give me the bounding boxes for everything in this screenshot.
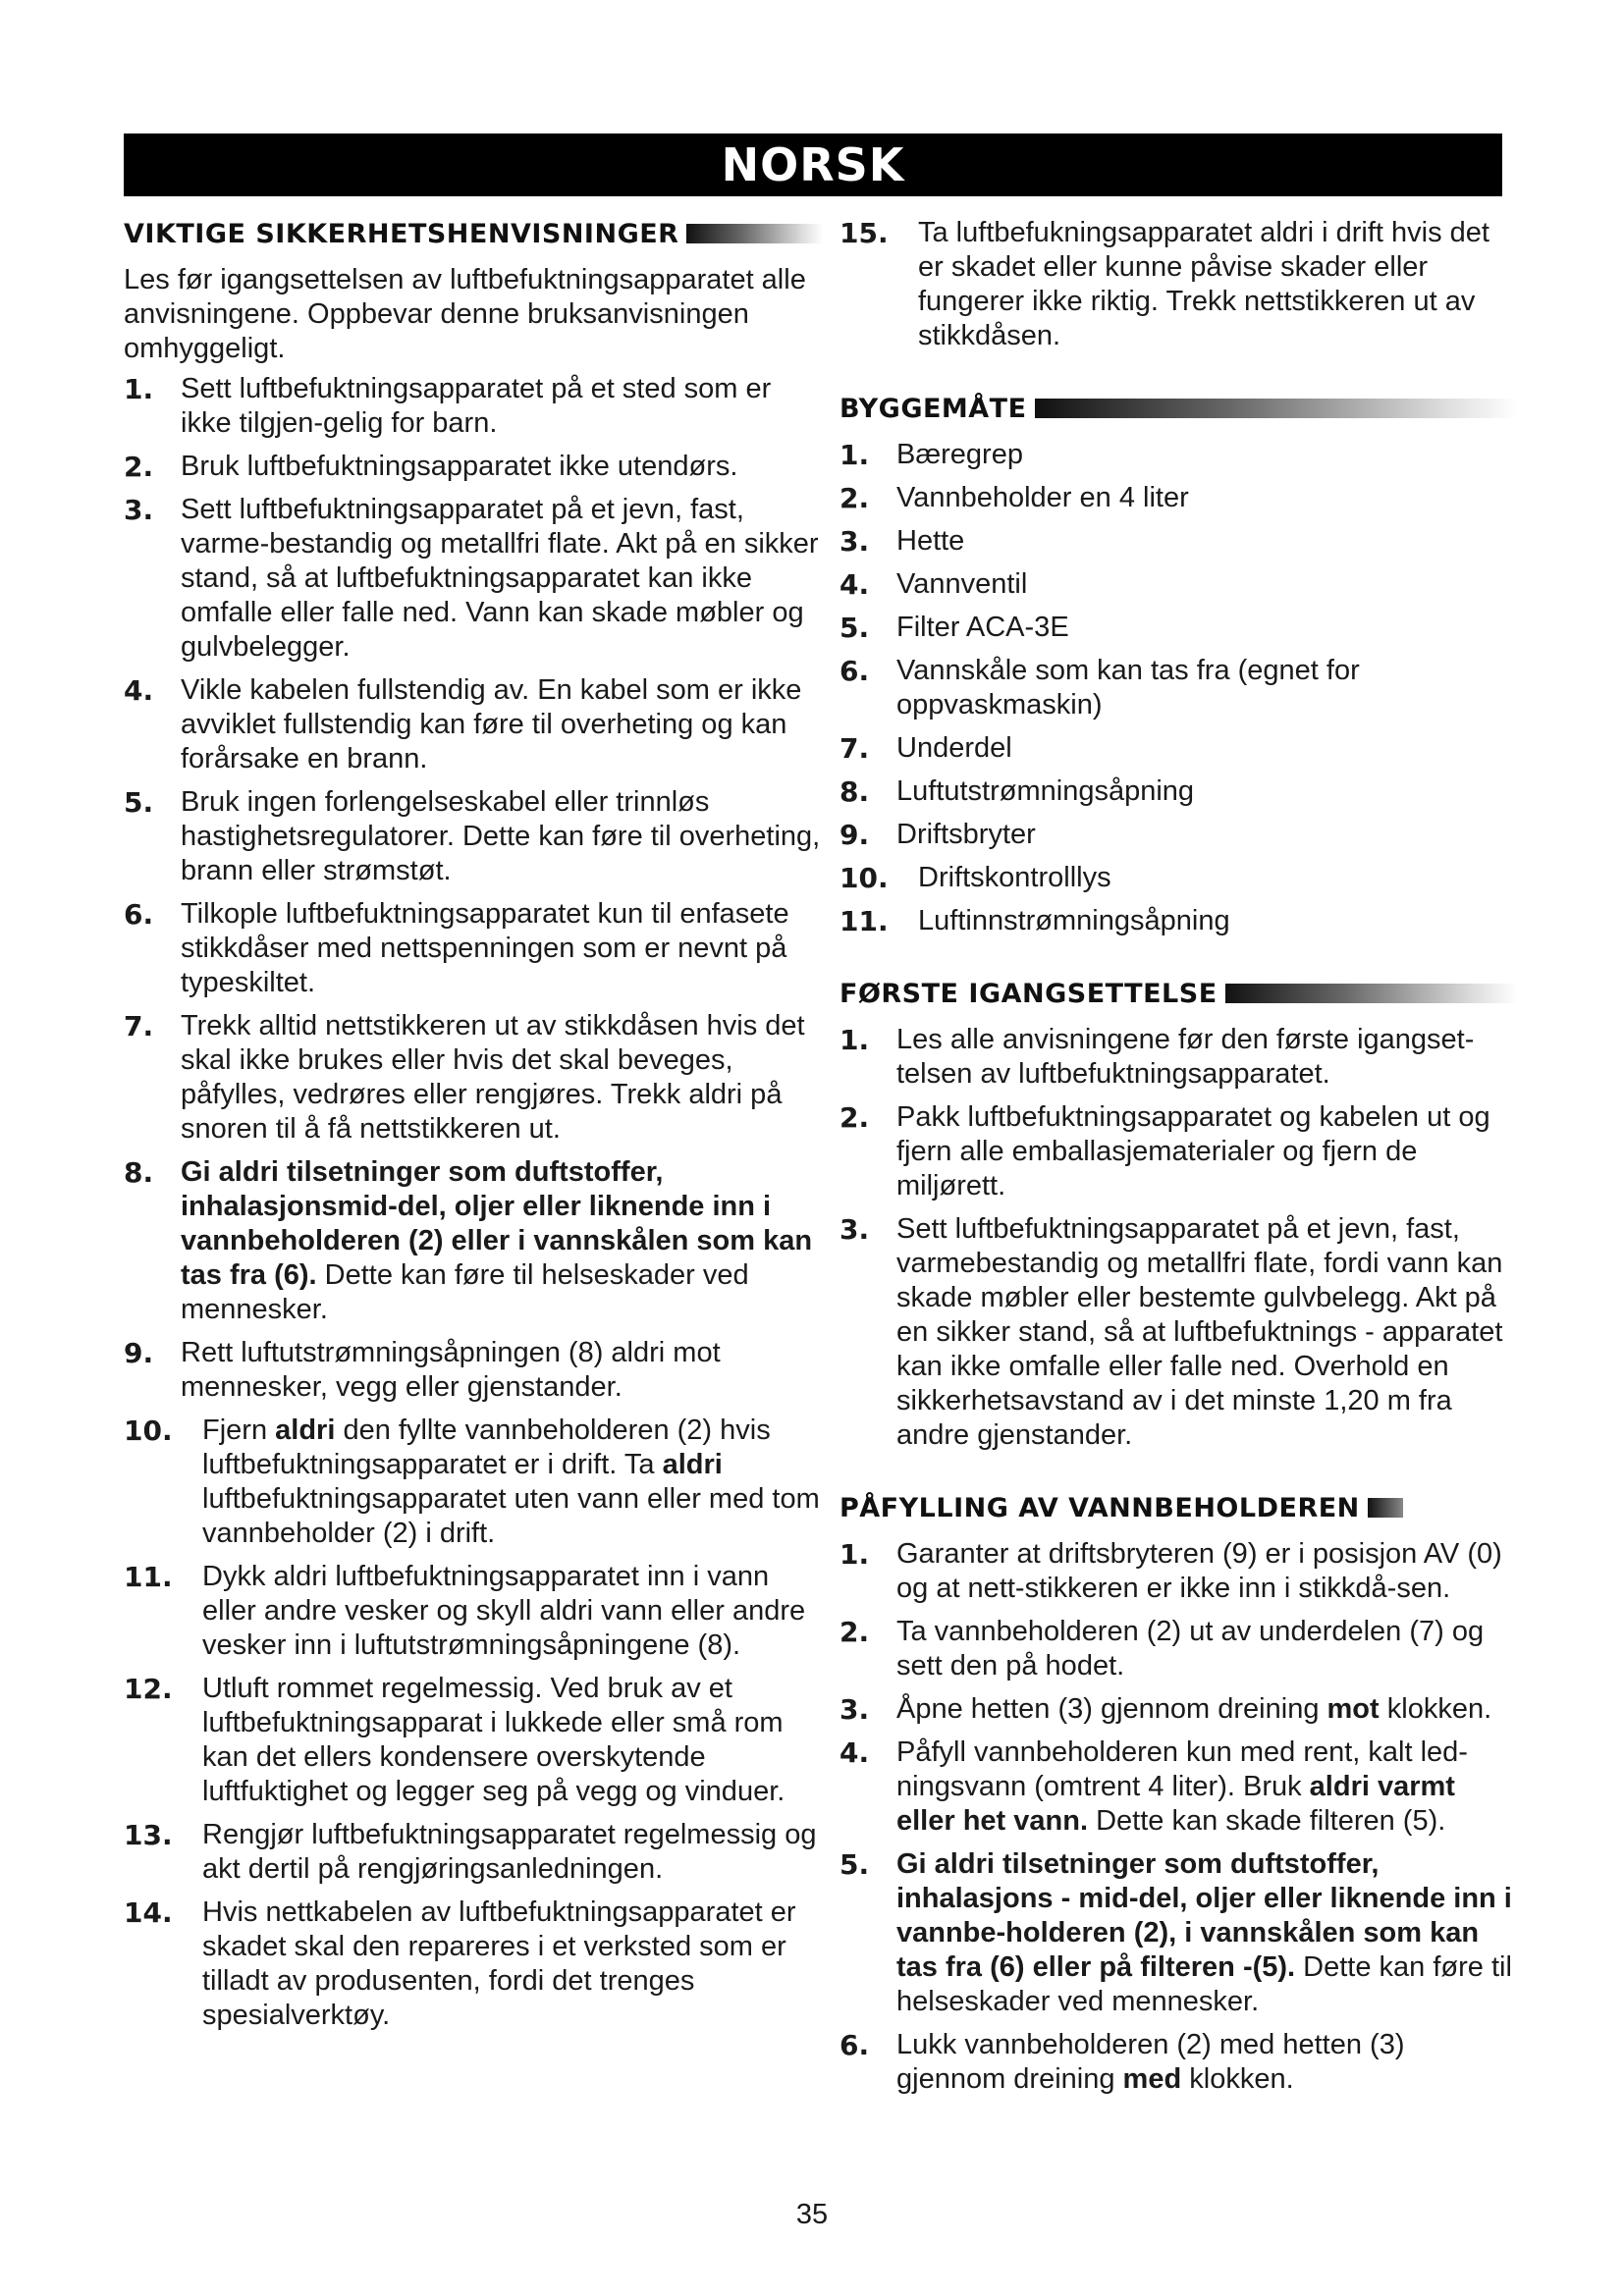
text-run: Trekk alltid nettstikkeren ut av stikkdåsen hvis det skal ikke brukes eller hvis det skal beveges, påfylles, vedrøres eller rengjøres. Trekk aldri på snoren til å få nettstikkeren ut. [181, 1010, 805, 1145]
item-number: 13. [124, 1819, 173, 1851]
text-run: Ta vannbeholderen (2) ut av underdelen (7) og sett den på hodet. [896, 1616, 1485, 1682]
list-item [124, 785, 823, 888]
item-number: 6. [124, 898, 154, 931]
list-item [839, 1100, 1517, 1203]
text-run: Lukk vannbeholderen (2) med hetten (3) gjennom dreining [896, 2029, 1405, 2095]
item-number: 6. [839, 655, 870, 687]
list-item [124, 1818, 823, 1887]
heading-gradient-bar [1035, 399, 1517, 418]
text-run: Åpne hetten (3) gjennom dreining [896, 1693, 1327, 1725]
filling-list [839, 1537, 1517, 2097]
list-item [839, 861, 1517, 895]
emphasized-text: mot [1326, 1693, 1380, 1725]
section-filling [839, 1490, 1517, 2097]
item-number: 10. [839, 862, 889, 894]
text-run: Hvis nettkabelen av luftbefuktningsapparatet er skadet skal den repareres i et verksted som er tilladt av produsenten, fordi det trenges spesialverktøy. [202, 1896, 796, 2031]
text-run: Filter ACA-3E [896, 612, 1069, 643]
text-run: Vannventil [896, 568, 1028, 600]
list-item [839, 438, 1517, 472]
item-text [202, 1561, 805, 1661]
list-item [839, 1537, 1517, 1606]
item-number: 11. [124, 1561, 173, 1593]
text-run: Driftsbryter [896, 819, 1036, 850]
heading-gradient-bar [1225, 984, 1517, 1003]
list-item [839, 2028, 1517, 2097]
list-item [839, 904, 1517, 938]
section-construction [839, 391, 1517, 938]
emphasized-text: Gi aldri tilsetninger som duftstoffer, inhalasjonsmid-del, oljer eller liknende inn i vannbeholderen (2) eller i vannskålen som kan tas fra (6). [181, 1156, 813, 1291]
safety-intro: Les før igangsettelsen av luftbefuktningsapparatet alle anvisningene. Oppbevar denne bruksanvisningen omhyggeligt. [124, 264, 806, 364]
heading-gradient-bar [686, 224, 823, 243]
text-run: Garanter at driftsbryteren (9) er i posisjon AV (0) og at nett-stikkeren er ikke inn i stikkdå-sen. [896, 1538, 1502, 1604]
item-number: 1. [839, 1538, 870, 1571]
list-item [839, 1847, 1517, 2019]
item-text [896, 525, 964, 557]
text-run: Les alle anvisningene før den første igangset-telsen av luftbefuktningsapparatet. [896, 1024, 1475, 1090]
heading-gradient-bar [1368, 1498, 1403, 1518]
list-item [124, 1560, 823, 1663]
emphasized-text: aldri [662, 1449, 723, 1480]
list-item [839, 524, 1517, 559]
text-run: Dette kan skade filteren (5). [1088, 1805, 1446, 1837]
first-use-list [839, 1023, 1517, 1453]
item-text [896, 819, 1036, 850]
list-item [839, 567, 1517, 602]
item-number: 5. [124, 786, 154, 819]
text-run: Sett luftbefuktningsapparatet på et jevn, fast, varmebestandig og metallfri flate, fordi vann kan skade møbler eller bestemte gulvbelegg. Akt på en sikker stand, så at luftbefuktnings - apparatet kan ikke omfalle eller falle ned. Overhold en sikkerhetsavstand av i det minste 1,20 m fra andre gjenstander. [896, 1213, 1503, 1451]
item-text [181, 1010, 805, 1145]
list-item [839, 1023, 1517, 1092]
item-number: 4. [839, 568, 870, 601]
item-text [896, 1736, 1468, 1837]
section-first-use [839, 976, 1517, 1453]
text-run: Påfyll vannbeholderen kun med rent, kalt led-ningsvann (omtrent 4 liter). Bruk [896, 1736, 1468, 1802]
item-number: 1. [839, 1024, 870, 1056]
text-run: Sett luftbefuktningsapparatet på et jevn, fast, varme-bestandig og metallfri flate. Akt på en sikker stand, så at luftbefuktningsapparatet kan ikke omfalle eller falle ned. Vann kan skade møbler og gulvbelegger. [181, 494, 819, 663]
text-run: Sett luftbefuktningsapparatet på et sted som er ikke tilgjen-gelig for barn. [181, 373, 772, 439]
list-item [124, 897, 823, 1000]
list-item [839, 1735, 1517, 1839]
item-text [896, 1024, 1474, 1090]
item-number: 7. [839, 732, 870, 765]
text-run: Dykk aldri luftbefuktningsapparatet inn i vann eller andre vesker og skyll aldri vann eller andre vesker inn i luftutstrømningsåpningene (8). [202, 1561, 806, 1661]
item-text [896, 482, 1189, 513]
list-item [124, 1672, 823, 1809]
item-text [896, 612, 1069, 643]
item-number: 1. [839, 439, 870, 471]
filling-heading-text: PÅFYLLING AV VANNBEHOLDEREN [839, 1492, 1360, 1523]
text-run: Underdel [896, 732, 1012, 764]
item-number: 3. [839, 1213, 870, 1246]
item-number: 5. [839, 1848, 870, 1881]
list-item [124, 1009, 823, 1147]
text-run: Dette kan føre til helseskader ved mennesker. [896, 1951, 1512, 2017]
item-text [202, 1415, 820, 1549]
item-text [181, 1337, 721, 1403]
page-number: 35 [795, 2199, 829, 2230]
list-item [839, 216, 1517, 353]
item-number: 11. [839, 905, 889, 937]
item-text [181, 1156, 812, 1325]
emphasized-text: med [1122, 2063, 1182, 2095]
item-number: 3. [839, 525, 870, 558]
section-heading-safety [124, 216, 823, 251]
list-item [839, 1212, 1517, 1453]
item-text [202, 1896, 796, 2031]
text-run: Vannbeholder en 4 liter [896, 482, 1189, 513]
item-text [896, 2029, 1404, 2095]
list-item [124, 1155, 823, 1327]
item-number: 3. [839, 1693, 870, 1726]
item-text [896, 439, 1023, 470]
item-number: 7. [124, 1010, 154, 1042]
text-run: Tilkople luftbefuktningsapparatet kun til enfasete stikkdåser med nettspenningen som er nevnt på typeskiltet. [181, 898, 789, 998]
item-text [918, 862, 1111, 893]
text-run: Dette kan føre til helseskader ved mennesker. [181, 1259, 749, 1325]
item-number: 6. [839, 2029, 870, 2061]
item-text [896, 732, 1012, 764]
section-heading-first-use [839, 976, 1517, 1011]
item-text [918, 905, 1230, 936]
text-run: Rengjør luftbefuktningsapparatet regelmessig og akt dertil på rengjøringsanledningen. [202, 1819, 817, 1885]
list-item [839, 818, 1517, 852]
item-text [202, 1819, 816, 1885]
item-number: 2. [839, 1101, 870, 1134]
item-text [181, 786, 820, 886]
item-text [181, 494, 819, 663]
list-item [124, 1336, 823, 1405]
emphasized-text: aldri [275, 1415, 336, 1446]
text-run: Ta luftbefukningsapparatet aldri i drift hvis det er skadet eller kunne påvise skader eller fungerer ikke riktig. Trekk nettstikkeren ut av stikkdåsen. [918, 217, 1489, 351]
safety-list [124, 372, 823, 2033]
list-item [839, 481, 1517, 515]
text-run: Luftutstrømningsåpning [896, 775, 1195, 807]
emphasized-text: Gi aldri tilsetninger som duftstoffer, inhalasjons - mid-del, oljer eller liknende inn i vannbe-holderen (2), i vannskålen som kan tas fra (6) eller på filteren -(5). [896, 1848, 1512, 1983]
list-item [124, 1414, 823, 1551]
item-number: 9. [839, 819, 870, 851]
text-run: Vikle kabelen fullstendig av. En kabel som er ikke avviklet fullstendig kan føre til overheting og kan forårsake en brann. [181, 674, 802, 774]
item-text [181, 674, 801, 774]
item-text [896, 1848, 1512, 2017]
emphasized-text: aldri varmt eller het vann. [896, 1771, 1455, 1837]
first-use-heading-text: FØRSTE IGANGSETTELSE [839, 978, 1218, 1009]
list-item [124, 372, 823, 441]
list-item [124, 673, 823, 776]
item-text [896, 1693, 1491, 1725]
text-run: Vannskåle som kan tas fra (egnet for oppvaskmaskin) [896, 655, 1360, 721]
text-run: klokken. [1379, 1693, 1492, 1725]
item-number: 9. [124, 1337, 154, 1369]
item-number: 15. [839, 217, 889, 249]
item-number: 5. [839, 612, 870, 644]
list-item [124, 450, 823, 484]
safety-heading-text: VIKTIGE SIKKERHETSHENVISNINGER [124, 218, 679, 249]
text-run: Luftinnstrømningsåpning [918, 905, 1230, 936]
item-number: 4. [124, 674, 154, 707]
item-text [181, 451, 737, 482]
item-number: 4. [839, 1736, 870, 1769]
list-item [839, 611, 1517, 645]
text-run: Pakk luftbefuktningsapparatet og kabelen ut og fjern alle emballasjematerialer og fjern de miljørett. [896, 1101, 1490, 1201]
item-number: 2. [839, 1616, 870, 1648]
text-run: Hette [896, 525, 965, 557]
list-item [124, 493, 823, 665]
item-text [202, 1673, 785, 1807]
list-item [839, 731, 1517, 766]
text-run: Bruk ingen forlengelseskabel eller trinnløs hastighetsregulatorer. Dette kan føre til overheting, brann eller strømstøt. [181, 786, 821, 886]
list-item [839, 1615, 1517, 1683]
safety-list-continued [839, 216, 1517, 353]
language-banner: NORSK [124, 133, 1502, 196]
text-run: Rett luftutstrømningsåpningen (8) aldri mot mennesker, vegg eller gjenstander. [181, 1337, 721, 1403]
parts-list [839, 438, 1517, 938]
text-run: den fyllte vannbeholderen (2) hvis luftbefuktningsapparatet er i drift. Ta [202, 1415, 771, 1480]
item-number: 2. [839, 482, 870, 514]
list-item [839, 654, 1517, 722]
list-item [839, 774, 1517, 809]
left-column [124, 216, 823, 2042]
item-number: 12. [124, 1673, 173, 1705]
section-heading-filling [839, 1490, 1517, 1525]
item-text [896, 1213, 1502, 1451]
list-item [839, 1692, 1517, 1727]
item-number: 14. [124, 1896, 173, 1929]
item-text [896, 775, 1194, 807]
text-run: klokken. [1181, 2063, 1294, 2095]
item-number: 2. [124, 451, 154, 483]
text-run: Bæregrep [896, 439, 1023, 470]
text-run: Driftskontrolllys [918, 862, 1111, 893]
item-number: 8. [124, 1156, 154, 1189]
item-number: 8. [839, 775, 870, 808]
right-column [839, 216, 1517, 2106]
item-number: 1. [124, 373, 154, 405]
item-text [918, 217, 1489, 351]
item-number: 10. [124, 1415, 173, 1447]
item-text [181, 898, 789, 998]
list-item [124, 1896, 823, 2033]
item-text [896, 1538, 1502, 1604]
construction-heading-text: BYGGEMÅTE [839, 393, 1027, 424]
text-run: luftbefuktningsapparatet uten vann eller med tom vannbeholder (2) i drift. [202, 1483, 820, 1549]
text-run: Fjern [202, 1415, 276, 1446]
text-run: Utluft rommet regelmessig. Ved bruk av et luftbefuktningsapparat i lukkede eller små rom kan det ellers kondensere overskytende luftfuktighet og legger seg på vegg og vinduer. [202, 1673, 785, 1807]
item-number: 3. [124, 494, 154, 526]
item-text [896, 568, 1027, 600]
item-text [896, 1101, 1490, 1201]
item-text [896, 655, 1360, 721]
item-text [181, 373, 771, 439]
text-run: Bruk luftbefuktningsapparatet ikke utendørs. [181, 451, 738, 482]
section-heading-construction [839, 391, 1517, 426]
item-text [896, 1616, 1484, 1682]
